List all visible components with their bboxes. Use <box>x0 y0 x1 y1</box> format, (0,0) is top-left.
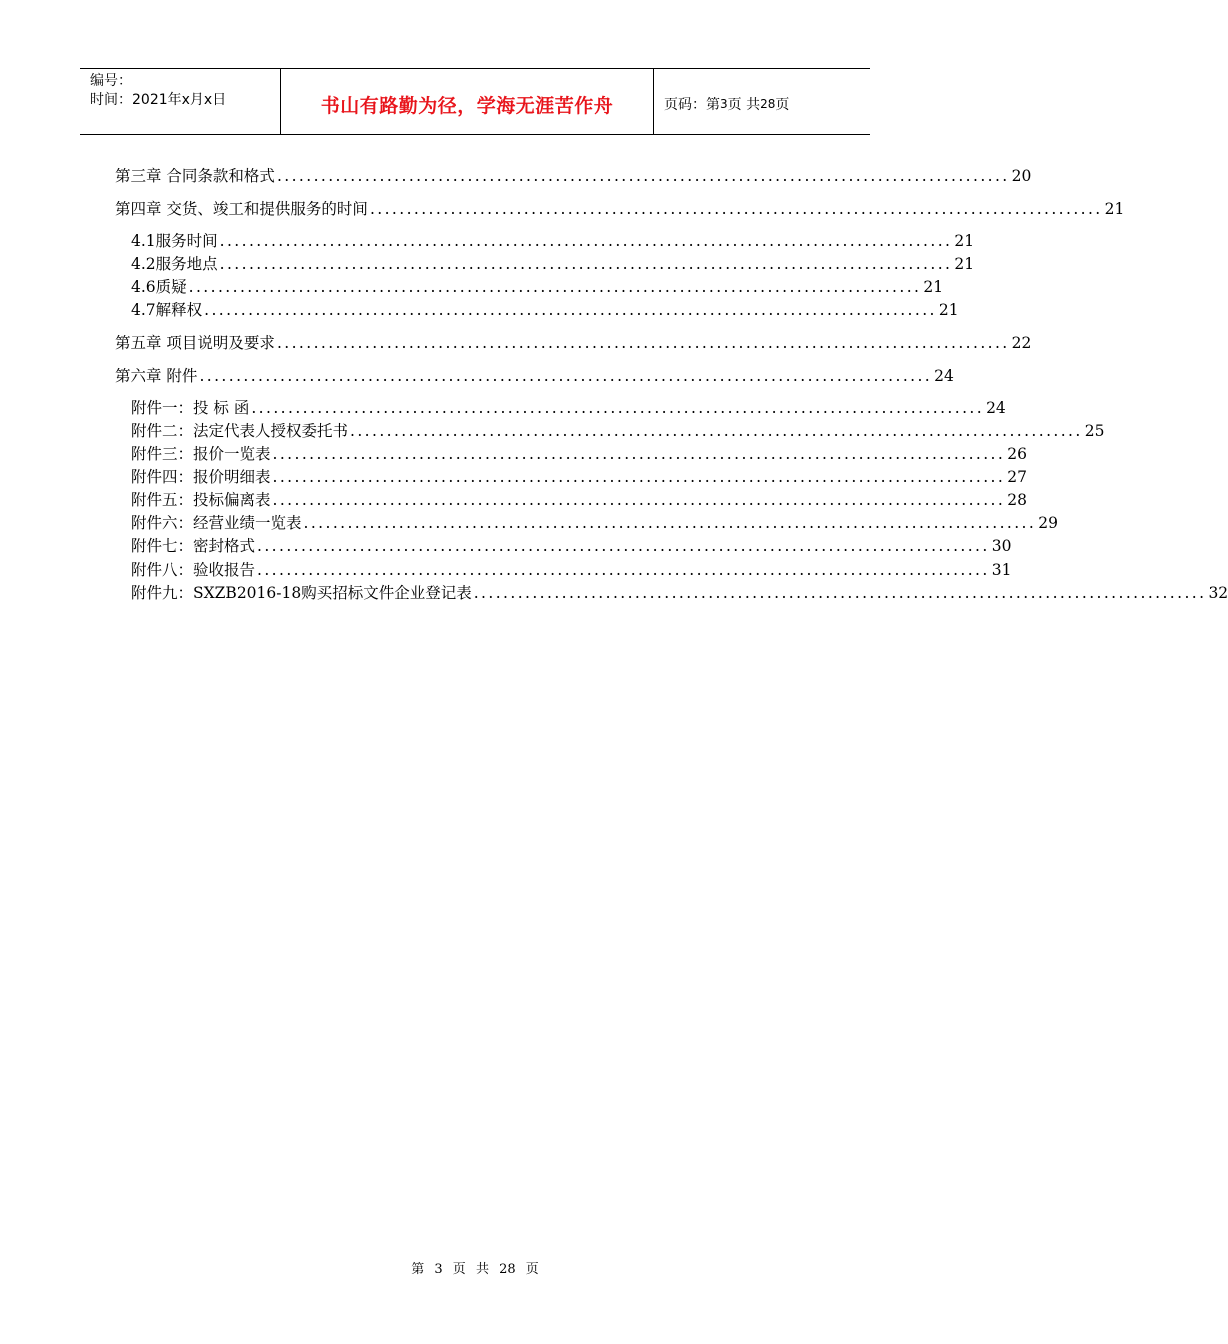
toc-entry-page: 21 <box>938 301 959 319</box>
toc-entry-label: 附件三：报价一览表 <box>131 445 271 463</box>
toc-dot-leader: .................................................................................................... <box>251 399 985 417</box>
toc-dot-leader: .................................................................................................... <box>473 584 1207 602</box>
toc-entry-page: 31 <box>991 561 1012 579</box>
toc-entry-page: 22 <box>1011 334 1032 352</box>
toc-entry[interactable] <box>131 231 975 251</box>
toc-dot-leader: .................................................................................................... <box>204 301 937 319</box>
page-header <box>80 68 870 135</box>
toc-entry[interactable] <box>131 467 1027 487</box>
footer-gong: 共 <box>475 1262 489 1277</box>
footer-di: 第 <box>411 1262 425 1277</box>
header-page-mid: 页 共 <box>727 96 761 113</box>
toc-entry-label: 附件一：投 标 函 <box>131 399 250 417</box>
toc-entry-label: 第四章 交货、竣工和提供服务的时间 <box>115 200 368 218</box>
toc-entry-page: 32 <box>1208 584 1228 602</box>
toc-dot-leader: .................................................................................................... <box>272 491 1006 509</box>
toc-dot-leader: .................................................................................................... <box>219 232 953 250</box>
toc-dot-leader: .................................................................................................... <box>272 445 1006 463</box>
toc-entry-page: 24 <box>986 399 1006 417</box>
toc-dot-leader: .................................................................................................... <box>219 255 953 273</box>
toc-entry-label: 4.2服务地点 <box>131 255 218 273</box>
toc-entry-label: 4.6质疑 <box>131 278 187 296</box>
toc-entry[interactable] <box>131 398 1006 418</box>
toc-entry[interactable] <box>131 421 1105 441</box>
toc-entry[interactable] <box>131 560 1012 580</box>
footer-ye: 页 <box>452 1262 466 1277</box>
toc-entry-page: 21 <box>923 278 944 296</box>
toc-entry-label: 附件四：报价明细表 <box>131 468 271 486</box>
toc-entry-label: 第三章 合同条款和格式 <box>115 167 275 185</box>
toc-entry-label: 附件六：经营业绩一览表 <box>131 514 302 532</box>
header-page-prefix: 页码：第 <box>664 96 720 113</box>
header-page-current: 3 <box>720 96 728 111</box>
header-page-suffix: 页 <box>775 96 790 113</box>
toc-entry-page: 21 <box>1104 200 1125 218</box>
toc-entry-page: 21 <box>954 232 975 250</box>
toc-entry[interactable] <box>131 444 1027 464</box>
toc-entry[interactable] <box>115 166 1032 186</box>
toc-entry[interactable] <box>131 513 1058 533</box>
toc-entry-page: 27 <box>1007 468 1027 486</box>
toc-entry-page: 30 <box>991 537 1012 555</box>
toc-entry-label: 4.1服务时间 <box>131 232 218 250</box>
toc-entry[interactable] <box>115 366 954 386</box>
page-footer <box>0 1258 950 1277</box>
toc-dot-leader: .................................................................................................... <box>257 537 990 555</box>
toc-entry[interactable] <box>131 490 1027 510</box>
toc-dot-leader: .................................................................................................... <box>303 514 1037 532</box>
toc-entry[interactable] <box>131 583 1228 603</box>
document-time-label: 时间：2021年x月x日 <box>90 92 227 108</box>
toc-entry-page: 24 <box>934 367 954 385</box>
toc-entry-label: 4.7解释权 <box>131 301 203 319</box>
header-motto: 书山有路勤为径，学海无涯苦作舟 <box>281 69 654 134</box>
toc-dot-leader: .................................................................................................... <box>257 561 990 579</box>
toc-entry[interactable] <box>131 254 975 274</box>
toc-dot-leader: .................................................................................................... <box>199 367 933 385</box>
footer-ye-end: 页 <box>525 1262 539 1277</box>
toc-entry[interactable] <box>131 300 959 320</box>
toc-entry-page: 28 <box>1007 491 1027 509</box>
toc-entry-page: 29 <box>1038 514 1058 532</box>
toc-entry-page: 25 <box>1084 422 1105 440</box>
header-page-info <box>654 69 870 134</box>
toc-entry-page: 20 <box>1011 167 1032 185</box>
toc-entry[interactable] <box>115 199 1125 219</box>
footer-current-page: 3 <box>434 1262 443 1277</box>
toc-entry[interactable] <box>131 277 944 297</box>
toc-dot-leader: .................................................................................................... <box>276 334 1010 352</box>
toc-entry-label: 第六章 附件 <box>115 367 198 385</box>
footer-total-pages: 28 <box>499 1262 516 1277</box>
toc-entry-label: 附件九：SXZB2016-18购买招标文件企业登记表 <box>131 584 472 602</box>
toc-entry-label: 附件七：密封格式 <box>131 537 256 555</box>
header-page-total: 28 <box>760 96 776 111</box>
toc-entry-page: 26 <box>1007 445 1027 463</box>
toc-entry[interactable] <box>115 333 1032 353</box>
toc-dot-leader: .................................................................................................... <box>350 422 1083 440</box>
toc-entry-label: 附件二：法定代表人授权委托书 <box>131 422 349 440</box>
toc-dot-leader: .................................................................................................... <box>188 278 922 296</box>
header-left-cell <box>80 69 281 134</box>
toc-entry-label: 附件五：投标偏离表 <box>131 491 271 509</box>
toc-entry-page: 21 <box>954 255 975 273</box>
toc-dot-leader: .................................................................................................... <box>276 167 1010 185</box>
toc-entry[interactable] <box>131 536 1012 556</box>
toc-entry-label: 附件八：验收报告 <box>131 561 256 579</box>
toc-dot-leader: .................................................................................................... <box>369 200 1103 218</box>
toc-entry-label: 第五章 项目说明及要求 <box>115 334 275 352</box>
document-number-label: 编号： <box>90 73 132 89</box>
toc-dot-leader: .................................................................................................... <box>272 468 1006 486</box>
